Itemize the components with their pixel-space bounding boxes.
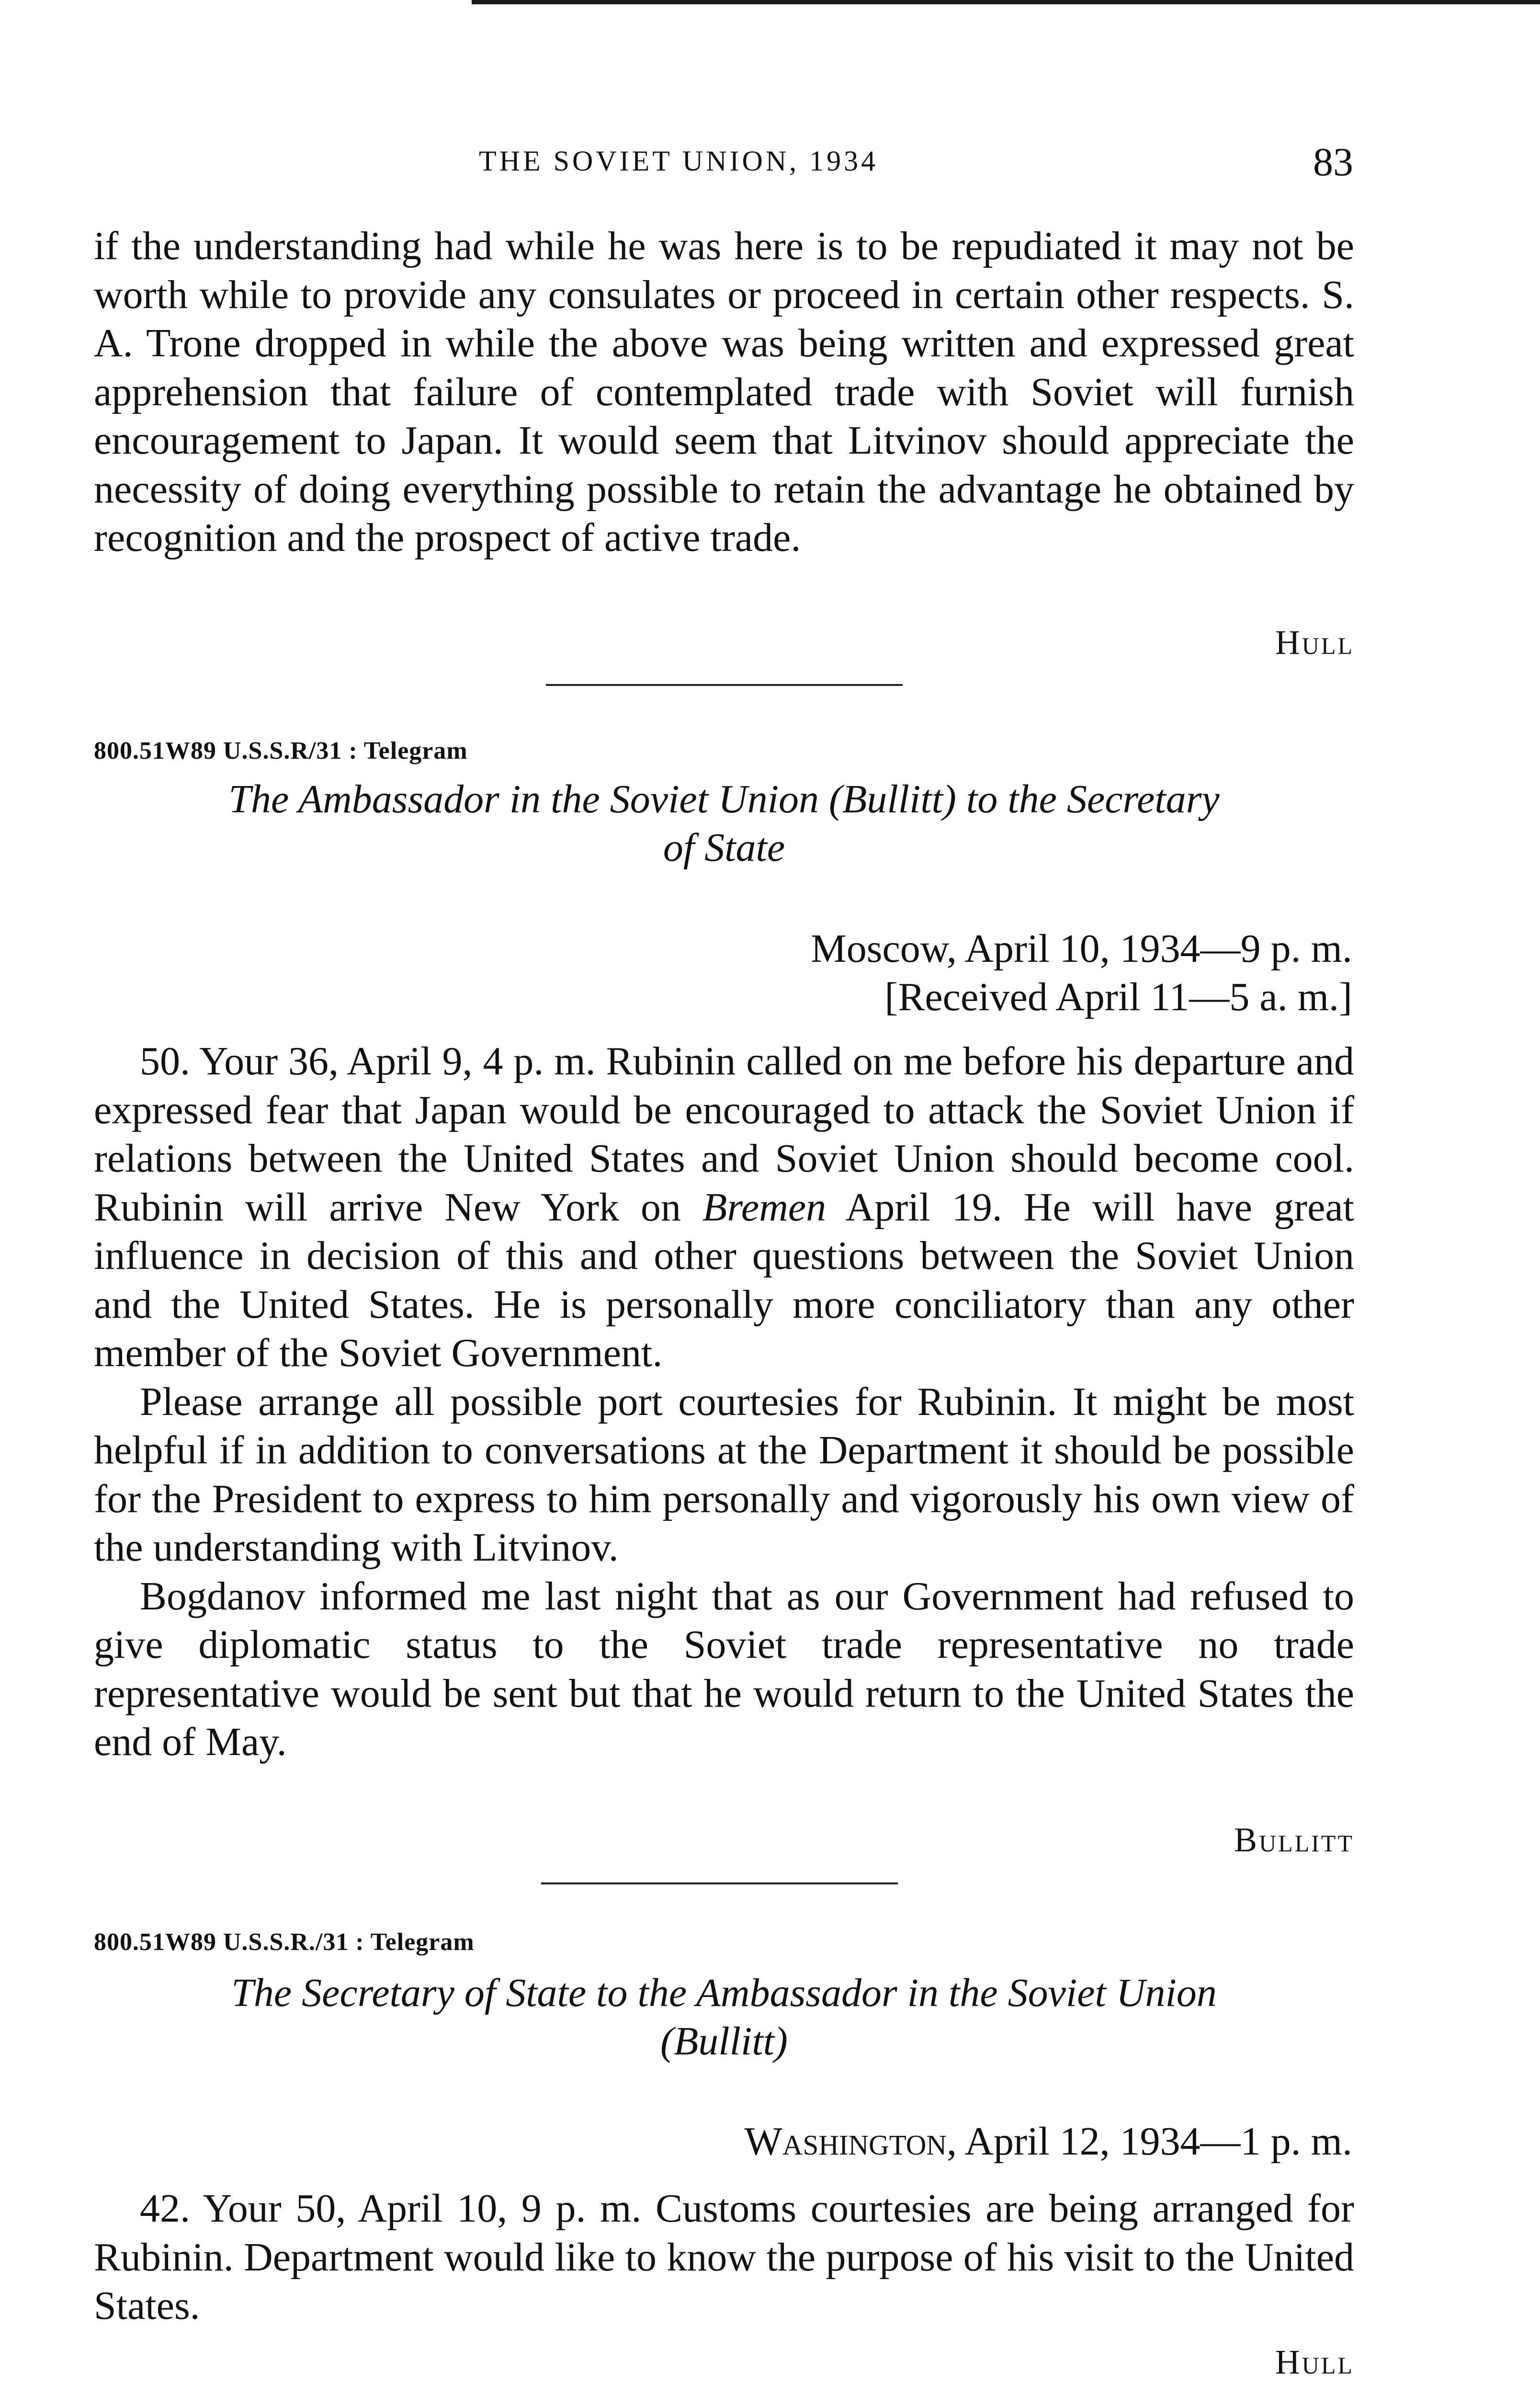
signature-hull-2: Hull	[1275, 2343, 1354, 2381]
dateline-city: Washington	[744, 2119, 947, 2164]
dateline-washington	[745, 2117, 1352, 2166]
file-reference-2: 800.51W89 U.S.S.R./31 : Telegram	[94, 1928, 475, 1956]
document-title-2	[94, 1969, 1354, 2065]
document-title-1-line2: of State	[663, 825, 785, 870]
dateline-received: [Received April 11—5 a. m.]	[884, 975, 1352, 1019]
section-divider-2	[541, 1882, 898, 1884]
file-reference-1: 800.51W89 U.S.S.R/31 : Telegram	[94, 737, 468, 764]
running-head: THE SOVIET UNION, 1934	[479, 145, 879, 177]
telegram-1-paragraph-1: 50. Your 36, April 9, 4 p. m. Rubinin called on me before his departure and expressed fear that Japan would be encouraged to attack the Soviet Union if relations between the United States and Soviet Union should become cool. Rubinin will arrive New York on Bremen April 19. He will have great influence in decision of this and other questions between the Soviet Union and the United States. He is personally more conciliatory than any other member of the Soviet Government.	[94, 1039, 1354, 1375]
continuation-paragraph: if the understanding had while he was here is to be repudiated it may not be worth while to provide any consulates or proceed in certain other respects. S. A. Trone dropped in while the above was being written and expressed great apprehension that failure of contemplated trade with Soviet will furnish encouragement to Japan. It would seem that Litvinov should appreciate the necessity of doing everything possible to retain the advantage he obtained by recognition and the prospect of active trade.	[94, 224, 1354, 560]
dateline-moscow	[811, 924, 1352, 1021]
document-title-2-line1: The Secretary of State to the Ambassador in the Soviet Union	[231, 1971, 1217, 2015]
telegram-2-body	[94, 2184, 1354, 2330]
signature-hull-1: Hull	[1275, 623, 1354, 661]
document-title-1-line1: The Ambassador in the Soviet Union (Bullitt) to the Secretary	[228, 777, 1220, 821]
dateline-date: , April 12, 1934—1 p. m.	[946, 2119, 1352, 2164]
section-divider-1	[546, 684, 903, 686]
continuation-block	[94, 222, 1354, 562]
telegram-2-paragraph-1: 42. Your 50, April 10, 9 p. m. Customs courtesies are being arranged for Rubinin. Department would like to know the purpose of his visit to the United States.	[94, 2186, 1354, 2328]
dateline-sent: Moscow, April 10, 1934—9 p. m.	[811, 926, 1352, 971]
ship-name: Bremen	[702, 1185, 827, 1230]
telegram-1-paragraph-2: Please arrange all possible port courtesies for Rubinin. It might be most helpful if in addition to conversations at the Department it should be possible for the President to express to him personally and vigorously his own view of the understanding with Litvinov.	[94, 1379, 1354, 1570]
page-number: 83	[1313, 140, 1353, 184]
document-title-1	[94, 775, 1354, 872]
telegram-1-paragraph-3: Bogdanov informed me last night that as our Government had refused to give diplomatic status to the Soviet trade representative no trade representative would be sent but that he would return to the United States the end of May.	[94, 1574, 1354, 1764]
document-title-2-line2: (Bullitt)	[660, 2019, 788, 2064]
telegram-1-body	[94, 1037, 1354, 1767]
signature-bullitt: Bullitt	[1234, 1821, 1354, 1859]
